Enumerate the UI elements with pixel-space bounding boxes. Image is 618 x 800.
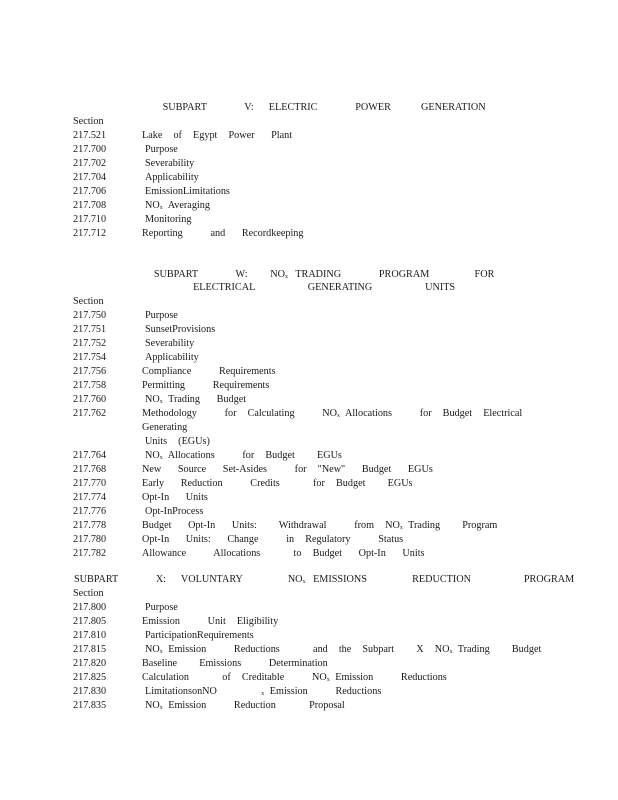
section-row <box>73 129 593 143</box>
section-row <box>73 185 593 199</box>
section-number: 217.830 <box>73 686 107 697</box>
section-title: Reporting and Recordkeeping <box>142 228 304 239</box>
section-title: SunsetProvisions <box>145 324 216 335</box>
section-number: 217.700 <box>73 144 107 155</box>
section-number: 217.810 <box>73 630 107 641</box>
section-header: Section <box>73 588 104 599</box>
section-title: Opt-InProcess <box>145 506 204 517</box>
section-row <box>73 407 593 449</box>
section-number: 217.704 <box>73 172 107 183</box>
section-row <box>73 379 593 393</box>
section-title: Severability <box>145 338 195 349</box>
section-title: $NO_x$ Averaging <box>145 200 210 211</box>
section-row <box>73 351 593 365</box>
section-title: $NO_x$ Emission Reduction Proposal <box>145 700 345 711</box>
section-number: 217.764 <box>73 450 107 461</box>
section-row <box>73 671 593 685</box>
section-title: Early Reduction Credits for Budget EGUs <box>142 478 413 489</box>
section-number: 217.820 <box>73 658 107 669</box>
section-header: Section <box>73 296 104 307</box>
section-number: 217.782 <box>73 548 107 559</box>
section-row <box>73 601 593 615</box>
section-number: 217.815 <box>73 644 107 655</box>
section-number: 217.706 <box>73 186 107 197</box>
section-title: Compliance Requirements <box>142 366 276 377</box>
section-header: Section <box>73 116 104 127</box>
section-title: Lake of Egypt Power Plant <box>142 130 293 141</box>
section-row <box>73 323 593 337</box>
section-title: Purpose <box>145 144 178 155</box>
section-title: $NO_x$ Trading Budget <box>145 394 247 405</box>
section-title: Baseline Emissions Determination <box>142 658 328 669</box>
section-number: 217.710 <box>73 214 107 225</box>
section-title: $NO_x$ Allocations for Budget EGUs <box>145 450 342 461</box>
subpart-v-section-list <box>73 115 593 241</box>
section-title: Purpose <box>145 602 178 613</box>
subpart-v-title-text: SUBPART V: ELECTRIC POWER GENERATION <box>162 102 486 113</box>
section-title: Monitoring <box>145 214 192 225</box>
section-number: 217.768 <box>73 464 107 475</box>
section-row <box>73 199 593 213</box>
section-number: 217.780 <box>73 534 107 545</box>
section-title: Allowance Allocations to Budget Opt-In Units <box>142 548 425 559</box>
section-row <box>73 643 593 657</box>
section-row <box>73 171 593 185</box>
section-title: Opt-In Units: Change in Regulatory Status <box>142 534 404 545</box>
section-number: 217.758 <box>73 380 107 391</box>
section-number: 217.776 <box>73 506 107 517</box>
section-number: 217.800 <box>73 602 107 613</box>
section-number: 217.835 <box>73 700 107 711</box>
section-row <box>73 157 593 171</box>
section-number: 217.760 <box>73 394 107 405</box>
section-title: Purpose <box>145 310 178 321</box>
section-number: 217.762 <box>73 408 107 419</box>
subpart-x-section-list <box>73 587 593 713</box>
section-number: 217.754 <box>73 352 107 363</box>
section-number: 217.712 <box>73 228 107 239</box>
section-number: 217.778 <box>73 520 107 531</box>
subpart-w-title-line2: ELECTRICAL GENERATING UNITS <box>193 282 456 293</box>
subpart-w-section-list <box>73 295 593 561</box>
section-row <box>73 699 593 713</box>
section-row <box>73 337 593 351</box>
section-number: 217.805 <box>73 616 107 627</box>
section-title: Applicability <box>145 352 199 363</box>
section-title: Budget Opt-In Units: Withdrawal from $NO_x$ Trading Program <box>142 520 498 531</box>
section-row <box>73 393 593 407</box>
section-number: 217.756 <box>73 366 107 377</box>
section-number: 217.521 <box>73 130 107 141</box>
section-number: 217.751 <box>73 324 107 335</box>
section-title: Opt-In Units <box>142 492 208 503</box>
section-row <box>73 615 593 629</box>
section-number: 217.752 <box>73 338 107 349</box>
section-title: LimitationsonNO $_x$ Emission Reductions <box>145 686 382 697</box>
section-number: 217.774 <box>73 492 107 503</box>
section-title: Severability <box>145 158 195 169</box>
section-row <box>73 657 593 671</box>
section-row <box>73 463 593 477</box>
section-row <box>73 519 593 533</box>
section-title: Emission Unit Eligibility <box>142 616 279 627</box>
section-title: Permitting Requirements <box>142 380 270 391</box>
section-title: Methodology for Calculating $NO_x$ Allocations for Budget Electrical Generating Units (EGUs) <box>142 408 556 447</box>
section-row <box>73 365 593 379</box>
section-row <box>73 213 593 227</box>
section-number: 217.702 <box>73 158 107 169</box>
section-row <box>73 629 593 643</box>
section-row <box>73 477 593 491</box>
section-number: 217.770 <box>73 478 107 489</box>
section-row <box>73 309 593 323</box>
section-title: Calculation of Creditable $NO_x$ Emission Reductions <box>142 672 447 683</box>
section-number: 217.750 <box>73 310 107 321</box>
section-row <box>73 449 593 463</box>
section-row <box>73 533 593 547</box>
section-number: 217.708 <box>73 200 107 211</box>
section-row <box>73 685 593 699</box>
section-row <box>73 227 593 241</box>
section-title: New Source Set-Asides for "New" Budget EGUs <box>142 464 433 475</box>
subpart-x-title: SUBPART X: VOLUNTARY $NO_x$ EMISSIONS REDUCTION PROGRAM <box>73 574 575 585</box>
section-title: Applicability <box>145 172 199 183</box>
subpart-w-title: SUBPART W: $NO_x$ TRADING PROGRAM FOR <box>153 269 495 280</box>
section-row <box>73 143 593 157</box>
section-title: $NO_x$ Emission Reductions and the Subpart X $NO_x$ Trading Budget <box>145 644 542 655</box>
section-number: 217.825 <box>73 672 107 683</box>
section-title: EmissionLimitations <box>145 186 230 197</box>
section-row <box>73 491 593 505</box>
section-row <box>73 505 593 519</box>
section-title: ParticipationRequirements <box>145 630 254 641</box>
